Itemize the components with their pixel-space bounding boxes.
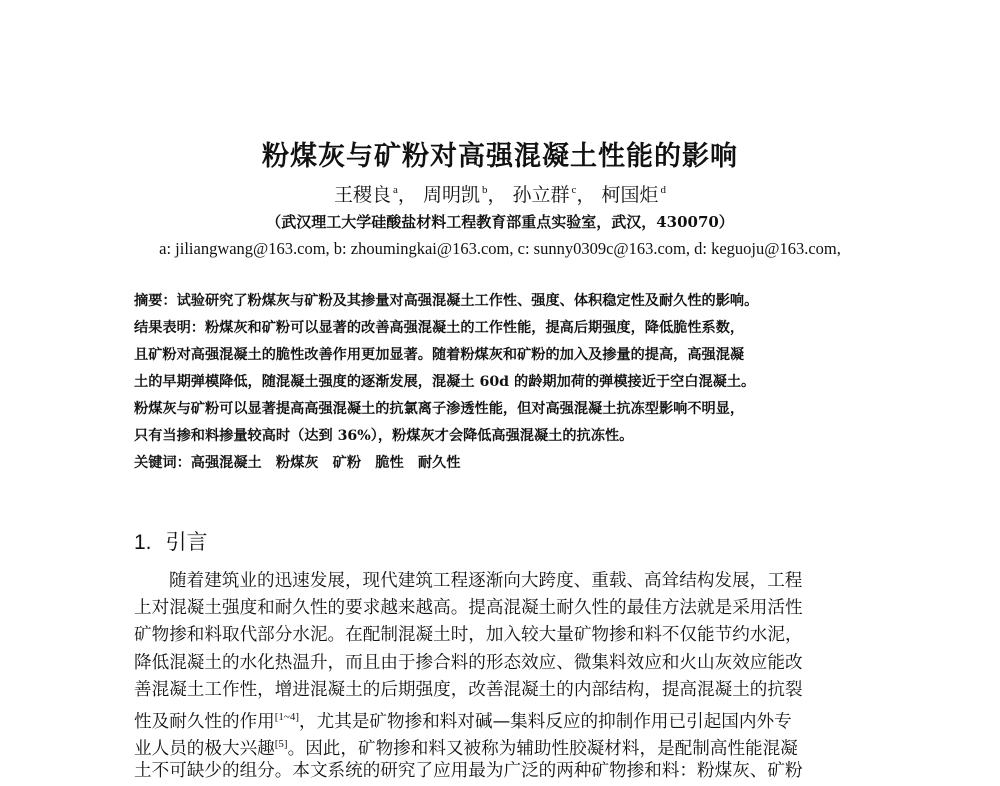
author-name: 柯国炬 [601,184,659,206]
body-text: 性及耐久性的作用 [134,711,275,732]
author-mark: a [393,184,398,196]
author-mark: d [660,184,667,196]
body-line [134,731,879,758]
author-list [0,180,1000,207]
body-line: 随着建筑业的迅速发展，现代建筑工程逐渐向大跨度、重载、高耸结构发展，工程 [169,571,803,591]
abstract-line: 只有当掺和料掺量较高时（达到 36%），粉煤灰才会降低高强混凝土的抗冻性。 [134,428,634,444]
body-paragraph [134,568,879,786]
keyword: 矿粉 [332,455,362,471]
keyword: 脆性 [375,455,404,471]
keywords-label: 关键词： [134,455,191,471]
author-separator: ， [487,184,507,206]
body-text: ，尤其是矿物掺和料对碱—集料反应的抑制作用已引起国内外专 [299,711,792,732]
keywords-line [134,450,879,477]
author-separator: ， [397,184,417,206]
body-line: 土不可缺少的组分。本文系统的研究了应用最为广泛的两种矿物掺和料：粉煤灰、矿粉 [134,761,803,782]
body-line: 善混凝土工作性，增进混凝土的后期强度，改善混凝土的内部结构，提高混凝土的抗裂 [134,679,803,700]
author-separator: ， [576,184,596,206]
body-line: 矿物掺和料取代部分水泥。在配制混凝土时，加入较大量矿物掺和料不仅能节约水泥， [134,625,803,646]
author-emails: a: jiliangwang@163.com, b: zhoumingkai@163.com, c: sunny0309c@163.com, d: keguoju@163.com, [159,239,841,258]
abstract-text: 试验研究了粉煤灰与矿粉及其掺量对高强混凝土工作性、强度、体积稳定性及耐久性的影响。 [176,293,759,309]
abstract-line [134,288,879,315]
section-heading [134,526,208,556]
section-number: 1. [134,531,152,554]
abstract-line: 且矿粉对高强混凝土的脆性改善作用更加显著。随着粉煤灰和矿粉的加入及掺量的提高，高强混凝 [134,347,745,363]
abstract-line: 结果表明：粉煤灰和矿粉可以显著的改善高强混凝土的工作性能，提高后期强度，降低脆性系数， [134,320,745,336]
body-text: 。因此，矿物掺和料又被称为辅助性胶凝材料，是配制高性能混凝 [287,739,798,760]
body-line: 上对混凝土强度和耐久性的要求越来越高。提高混凝土耐久性的最佳方法就是采用活性 [134,598,803,619]
section-title: 引言 [165,530,208,554]
citation-ref: [5] [274,738,288,751]
author-mark: b [481,184,488,196]
author-mark: c [571,184,577,196]
body-line [134,704,879,731]
keyword: 高强混凝土 [190,455,262,471]
author-name: 孙立群 [512,184,570,206]
abstract-line: 土的早期弹模降低，随混凝土强度的逐渐发展，混凝土 60d 的龄期加荷的弹模接近于空白混凝土。 [134,374,756,390]
abstract-line: 粉煤灰与矿粉可以显著提高高强混凝土的抗氯离子渗透性能，但对高强混凝土抗冻型影响不明显， [134,401,745,417]
keyword: 耐久性 [417,455,461,471]
citation-ref: [1~4] [274,710,300,723]
keyword: 粉煤灰 [275,455,319,471]
abstract-block [134,288,879,477]
abstract-label: 摘要： [134,293,177,309]
paper-title: 粉煤灰与矿粉对高强混凝土性能的影响 [262,141,738,172]
affiliation: （武汉理工大学硅酸盐材料工程教育部重点实验室，武汉，430070） [266,213,734,231]
body-line: 降低混凝土的水化热温升，而且由于掺合料的形态效应、微集料效应和火山灰效应能改 [134,652,803,673]
body-text: 业人员的极大兴趣 [134,739,275,760]
author-name: 周明凯 [422,184,480,206]
author-name: 王稷良 [333,184,391,206]
